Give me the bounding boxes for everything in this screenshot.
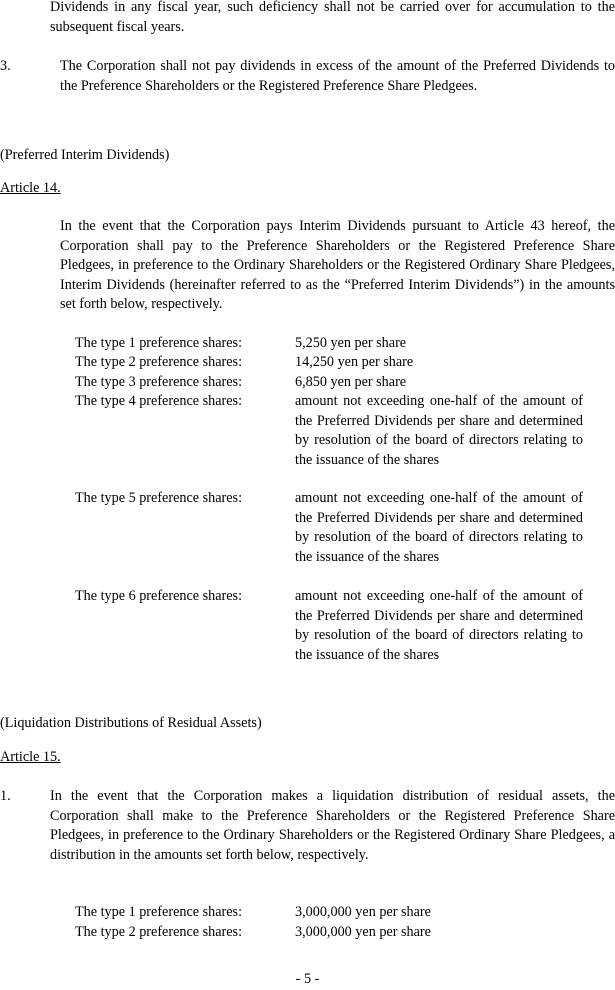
paragraph-text: The Corporation shall not pay dividends in excess of the amount of the Preferred Dividends to the Preference Shareholders or the Registered Preference Share Pledgees. — [60, 58, 615, 94]
article-14-text: In the event that the Corporation pays Interim Dividends pursuant to Article 43 hereof, the Corporation shall pay to the Preference Shareholders or the Registered Preference Share Pledgees, in preference to the Ordinary Shareholders or the Registered Ordinary Share Pledgees, Interim Dividends (hereinafter referred to as the “Preferred Interim Dividends”) in the amounts set forth below, respectively. — [60, 218, 615, 312]
share-amount: amount not exceeding one-half of the amount of the Preferred Dividends per share and determined by resolution of the board of directors relating to the issuance of the shares — [295, 588, 583, 663]
share-type-label: The type 1 preference shares: — [75, 904, 243, 920]
article-14-caption: (Preferred Interim Dividends) — [0, 147, 170, 163]
paragraph-text: In the event that the Corporation makes a liquidation distribution of residual assets, the Corporation shall make to the Preference Shareholders or the Registered Preference Share Pledgees, in preference to the Ordinary Shareholders or the Registered Ordinary Share Pledgees, a distribution in the amounts set forth below, respectively. — [50, 788, 615, 863]
paragraph-number: 1. — [0, 788, 11, 804]
share-amount: 6,850 yen per share — [295, 374, 407, 390]
share-type-label: The type 2 preference shares: — [75, 924, 243, 940]
share-amount: amount not exceeding one-half of the amount of the Preferred Dividends per share and determined by resolution of the board of directors relating to the issuance of the shares — [295, 393, 583, 468]
continuation-paragraph: Dividends in any fiscal year, such deficiency shall not be carried over for accumulation to the subsequent fiscal years. — [50, 0, 615, 35]
article-15-caption: (Liquidation Distributions of Residual Assets) — [0, 715, 262, 731]
page-number: - 5 - — [295, 971, 320, 987]
share-amount: 3,000,000 yen per share — [295, 924, 431, 940]
share-type-label: The type 3 preference shares: — [75, 374, 243, 390]
share-amount: 3,000,000 yen per share — [295, 904, 431, 920]
paragraph-number: 3. — [0, 58, 11, 74]
article-15-heading: Article 15. — [0, 749, 61, 765]
share-type-label: The type 2 preference shares: — [75, 354, 243, 370]
share-amount: 5,250 yen per share — [295, 335, 407, 351]
article-15-paragraph-1 — [0, 787, 615, 865]
article-14-heading: Article 14. — [0, 180, 61, 196]
share-type-label: The type 1 preference shares: — [75, 335, 243, 351]
share-type-label: The type 5 preference shares: — [75, 490, 243, 506]
share-type-label: The type 6 preference shares: — [75, 588, 243, 604]
share-amount: amount not exceeding one-half of the amount of the Preferred Dividends per share and determined by resolution of the board of directors relating to the issuance of the shares — [295, 490, 583, 565]
share-amount: 14,250 yen per share — [295, 354, 414, 370]
paragraph-3 — [0, 57, 615, 96]
share-type-label: The type 4 preference shares: — [75, 393, 243, 409]
